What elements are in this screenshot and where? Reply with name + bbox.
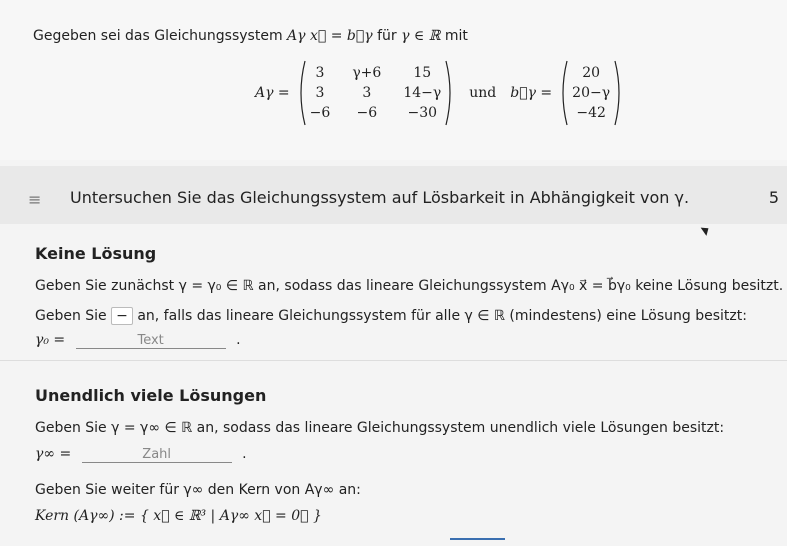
focus-underline	[450, 538, 505, 540]
task-text: Untersuchen Sie das Gleichungssystem auf Lösbarkeit in Abhängigkeit von γ.	[70, 188, 690, 207]
hint-text: an, falls das lineare Gleichungssystem für alle γ ∈ ℝ (mindestens) eine Lösung besitzt:	[137, 308, 747, 324]
intro-equation: Aγ x⃗ = b⃗γ	[287, 28, 373, 44]
matrix-cell: −30	[407, 105, 438, 121]
section-title: Unendlich viele Lösungen	[35, 386, 267, 405]
section-title: Keine Lösung	[35, 244, 157, 263]
answer-line	[35, 332, 241, 349]
question-text: Geben Sie γ = γ∞ ∈ ℝ an, sodass das lineare Gleichungssystem unendlich viele Lösungen besitzt:	[35, 420, 725, 436]
problem-intro	[0, 0, 787, 160]
section-unendlich	[0, 366, 787, 546]
hint-line	[35, 307, 747, 325]
vector-b-gamma	[568, 65, 614, 121]
section-keine-loesung	[0, 224, 787, 359]
matrix-cell: −6	[356, 105, 378, 121]
divider	[0, 360, 787, 361]
matrix-equation	[255, 58, 624, 128]
matrix-label: Aγ =	[255, 85, 290, 101]
question-text: Geben Sie zunächst γ = γ₀ ∈ ℝ an, sodass das lineare Gleichungssystem Aγ₀ x⃗ = b⃗γ₀ keine Lösung besitzt.	[35, 278, 784, 294]
gamma-inf-input[interactable]: Zahl	[82, 447, 232, 463]
minus-button[interactable]: −	[111, 307, 133, 325]
gamma0-input[interactable]: Text	[76, 333, 226, 349]
intro-suffix: mit	[444, 28, 468, 44]
list-icon[interactable]: ≡	[28, 190, 42, 209]
task-header	[0, 166, 787, 224]
kern-question: Geben Sie weiter für γ∞ den Kern von Aγ∞ an:	[35, 482, 361, 498]
hint-text: Geben Sie	[35, 308, 107, 324]
right-paren-icon	[614, 60, 624, 126]
points-badge: 5	[768, 188, 779, 207]
kern-definition: Kern (Aγ∞) := { x⃗ ∈ ℝ³ | Aγ∞ x⃗ = 0⃗ }	[35, 508, 322, 524]
vector-cell: 20−γ	[572, 85, 611, 101]
intro-line	[33, 28, 468, 44]
matrix-cell: 3	[315, 65, 325, 81]
matrix-cell: −6	[309, 105, 331, 121]
vector-cell: 20	[582, 65, 601, 81]
gamma-inf-label: γ∞ =	[35, 446, 72, 462]
intro-prefix: Gegeben sei das Gleichungssystem	[33, 28, 283, 44]
matrix-cell: 14−γ	[403, 85, 442, 101]
matrix-a-gamma	[306, 65, 446, 121]
period: .	[236, 332, 241, 348]
intro-for: für	[377, 28, 397, 44]
matrix-cell: γ+6	[352, 65, 382, 81]
left-paren-icon	[296, 60, 306, 126]
gamma0-label: γ₀ =	[35, 332, 66, 348]
period: .	[242, 446, 247, 462]
matrix-cell: 15	[413, 65, 432, 81]
left-paren-icon	[558, 60, 568, 126]
right-paren-icon	[445, 60, 455, 126]
matrix-cell: 3	[315, 85, 325, 101]
vector-cell: −42	[576, 105, 606, 121]
matrix-cell: 3	[362, 85, 372, 101]
intro-gamma-set: γ ∈ ℝ	[401, 28, 441, 44]
vector-label: b⃗γ =	[510, 85, 553, 101]
answer-line	[35, 446, 247, 463]
und-text: und	[469, 85, 497, 101]
